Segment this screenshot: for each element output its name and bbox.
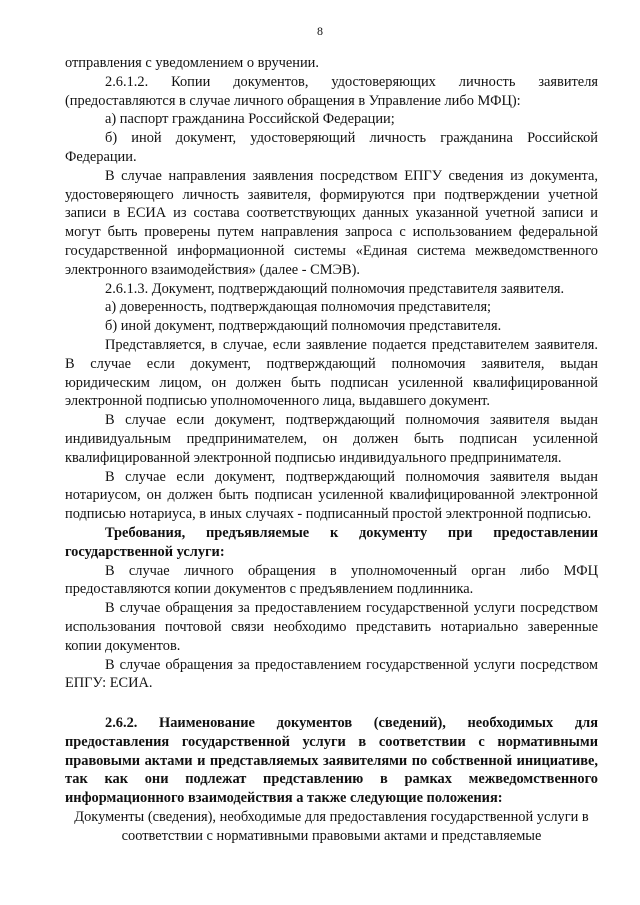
- paragraph: б) иной документ, подтверждающий полномочия представителя.: [105, 318, 502, 335]
- paragraph: В случае направления заявления посредством ЕПГУ сведения из документа, удостоверяющего личность заявителя, формируются при подтверждении учетной записи в ЕСИА из состава соответствующих данных указанной учетной записи и могут быть проверены путем направления запроса с использованием федеральной государственной информационной системы «Единая система межведомственного электронного взаимодействия» (далее - СМЭВ).: [65, 167, 598, 278]
- paragraph: Представляется, в случае, если заявление подается представителем заявителя. В случае если документ, подтверждающий полномочия заявителя, выдан юридическим лицом, он должен быть подписан усиленной квалифицированной электронной подписью уполномоченного лица, выдавшего документ.: [65, 336, 598, 410]
- paragraph: В случае обращения за предоставлением государственной услуги посредством ЕПГУ: ЕСИА.: [65, 656, 598, 692]
- paragraph: Документы (сведения), необходимые для предоставления государственной услуги в соответствии с нормативными правовыми актами и представляемые: [74, 809, 589, 844]
- section-heading: Требования, предъявляемые к документу при предоставлении государственной услуги:: [65, 524, 598, 560]
- section-heading: 2.6.2. Наименование документов (сведений), необходимых для предоставления государственной услуги в соответствии с нормативными правовыми актами и представляемых заявителями по собственной инициативе, так как они подлежат представлению в рамках межведомственного информационного взаимодействия а также следующие положения:: [65, 715, 598, 807]
- paragraph: В случае если документ, подтверждающий полномочия заявителя выдан нотариусом, он должен быть подписан усиленной квалифицированной электронной подписью нотариуса, в иных случаях - подписанный простой электронной подписью.: [65, 468, 598, 523]
- spacer: [65, 693, 598, 714]
- paragraph: 2.6.1.3. Документ, подтверждающий полномочия представителя заявителя.: [105, 280, 565, 297]
- paragraph: В случае если документ, подтверждающий полномочия заявителя выдан индивидуальным предпринимателем, он должен быть подписан усиленной квалифицированной электронной подписью индивидуального предпринимателя.: [65, 412, 598, 466]
- paragraph: а) паспорт гражданина Российской Федерации;: [105, 111, 395, 128]
- paragraph: 2.6.1.2. Копии документов, удостоверяющих личность заявителя (предоставляются в случае личного обращения в Управление либо МФЦ):: [65, 73, 598, 109]
- paragraph: б) иной документ, удостоверяющий личность гражданина Российской Федерации.: [65, 130, 598, 165]
- paragraph: В случае обращения за предоставлением государственной услуги посредством использования почтовой связи необходимо представить нотариально заверенные копии документов.: [65, 600, 598, 654]
- document-body: [65, 54, 598, 846]
- paragraph: а) доверенность, подтверждающая полномочия представителя;: [105, 299, 492, 316]
- page-number: 8: [317, 24, 323, 38]
- paragraph: В случае личного обращения в уполномоченный орган либо МФЦ предоставляются копии документов с предъявлением подлинника.: [65, 562, 598, 598]
- paragraph: отправления с уведомлением о вручении.: [65, 55, 319, 71]
